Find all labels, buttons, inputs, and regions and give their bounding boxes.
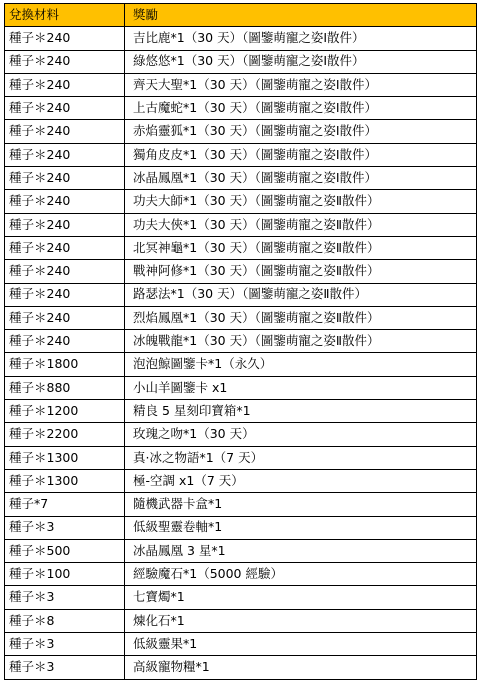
table-row [5, 633, 477, 656]
table-row [5, 167, 477, 190]
table-row [5, 563, 477, 586]
material-cell: 種子＊240 [5, 213, 125, 236]
reward-cell: 上古魔蛇*1（30 天）（圖鑒萌寵之姿Ⅰ散件） [125, 97, 477, 120]
reward-cell: 赤焰靈狐*1（30 天）（圖鑒萌寵之姿Ⅰ散件） [125, 120, 477, 143]
reward-cell: 獨角皮皮*1（30 天）（圖鑒萌寵之姿Ⅰ散件） [125, 143, 477, 166]
material-cell: 種子＊240 [5, 236, 125, 259]
material-cell: 種子＊240 [5, 120, 125, 143]
reward-cell: 北冥神龜*1（30 天）（圖鑒萌寵之姿Ⅱ散件） [125, 236, 477, 259]
reward-cell: 烈焰鳳凰*1（30 天）（圖鑒萌寵之姿Ⅱ散件） [125, 306, 477, 329]
reward-cell: 低級聖靈卷軸*1 [125, 516, 477, 539]
material-cell: 種子＊240 [5, 143, 125, 166]
header-reward: 獎勵 [125, 4, 477, 27]
table-row [5, 283, 477, 306]
material-cell: 種子＊240 [5, 330, 125, 353]
material-cell: 種子＊3 [5, 516, 125, 539]
material-cell: 種子＊8 [5, 609, 125, 632]
material-cell: 種子＊240 [5, 167, 125, 190]
reward-cell: 冰晶鳳凰*1（30 天）（圖鑒萌寵之姿Ⅰ散件） [125, 167, 477, 190]
material-cell: 種子＊240 [5, 306, 125, 329]
reward-cell: 綠悠悠*1（30 天）（圖鑒萌寵之姿Ⅰ散件） [125, 50, 477, 73]
table-row [5, 143, 477, 166]
reward-cell: 精良 5 星刻印寶箱*1 [125, 400, 477, 423]
reward-cell: 低級靈果*1 [125, 633, 477, 656]
reward-cell: 真·冰之物語*1（7 天） [125, 446, 477, 469]
reward-cell: 泡泡鯨圖鑒卡*1（永久） [125, 353, 477, 376]
reward-cell: 七寶燭*1 [125, 586, 477, 609]
reward-cell: 極-空調 x1（7 天） [125, 469, 477, 492]
exchange-table [4, 3, 477, 680]
reward-cell: 吉比鹿*1（30 天）（圖鑒萌寵之姿Ⅰ散件） [125, 27, 477, 50]
reward-cell: 煉化石*1 [125, 609, 477, 632]
table-row [5, 236, 477, 259]
table-row [5, 516, 477, 539]
material-cell: 種子＊240 [5, 50, 125, 73]
reward-cell: 隨機武器卡盒*1 [125, 493, 477, 516]
reward-cell: 冰晶鳳凰 3 星*1 [125, 539, 477, 562]
table-row [5, 27, 477, 50]
table-row [5, 330, 477, 353]
reward-cell: 玫瑰之吻*1（30 天） [125, 423, 477, 446]
material-cell: 種子＊240 [5, 190, 125, 213]
table-row [5, 423, 477, 446]
material-cell: 種子＊1200 [5, 400, 125, 423]
reward-cell: 高級寵物糧*1 [125, 656, 477, 679]
material-cell: 種子＊3 [5, 656, 125, 679]
material-cell: 種子＊880 [5, 376, 125, 399]
material-cell: 種子＊240 [5, 283, 125, 306]
table-row [5, 539, 477, 562]
material-cell: 種子＊240 [5, 260, 125, 283]
material-cell: 種子＊240 [5, 73, 125, 96]
table-row [5, 73, 477, 96]
table-row [5, 190, 477, 213]
material-cell: 種子＊100 [5, 563, 125, 586]
table-row [5, 446, 477, 469]
table-row [5, 50, 477, 73]
header-material: 兌換材料 [5, 4, 125, 27]
reward-cell: 經驗魔石*1（5000 經驗） [125, 563, 477, 586]
material-cell: 種子＊3 [5, 586, 125, 609]
table-row [5, 213, 477, 236]
reward-cell: 冰魄戰龍*1（30 天）（圖鑒萌寵之姿Ⅱ散件） [125, 330, 477, 353]
table-row [5, 493, 477, 516]
material-cell: 種子＊1300 [5, 469, 125, 492]
table-row [5, 353, 477, 376]
table-row [5, 469, 477, 492]
reward-cell: 功夫大師*1（30 天）（圖鑒萌寵之姿Ⅱ散件） [125, 190, 477, 213]
reward-cell: 小山羊圖鑒卡 x1 [125, 376, 477, 399]
material-cell: 種子＊2200 [5, 423, 125, 446]
table-body [5, 27, 477, 679]
material-cell: 種子＊1800 [5, 353, 125, 376]
table-row [5, 656, 477, 679]
reward-cell: 路瑟法*1（30 天）（圖鑒萌寵之姿Ⅱ散件） [125, 283, 477, 306]
table-row [5, 586, 477, 609]
material-cell: 種子＊240 [5, 27, 125, 50]
table-row [5, 376, 477, 399]
material-cell: 種子＊240 [5, 97, 125, 120]
reward-cell: 齊天大聖*1（30 天）（圖鑒萌寵之姿Ⅰ散件） [125, 73, 477, 96]
table-row [5, 306, 477, 329]
material-cell: 種子＊3 [5, 633, 125, 656]
material-cell: 種子*7 [5, 493, 125, 516]
reward-cell: 功夫大俠*1（30 天）（圖鑒萌寵之姿Ⅱ散件） [125, 213, 477, 236]
table-row [5, 120, 477, 143]
table-header-row [5, 4, 477, 27]
material-cell: 種子＊500 [5, 539, 125, 562]
table-row [5, 97, 477, 120]
table-row [5, 400, 477, 423]
table-row [5, 609, 477, 632]
table-row [5, 260, 477, 283]
reward-cell: 戰神阿修*1（30 天）（圖鑒萌寵之姿Ⅱ散件） [125, 260, 477, 283]
material-cell: 種子＊1300 [5, 446, 125, 469]
